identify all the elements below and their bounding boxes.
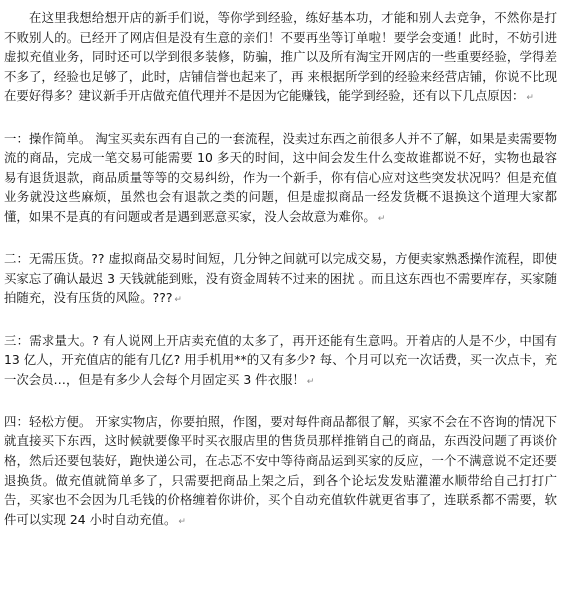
paragraph-text: 一：操作简单。 淘宝买卖东西有自己的一套流程，没卖过东西之前很多人并不了解，如果是卖需要物流的商品，完成一笔交易可能需要 10 多天的时间，这中间会发生什么变故谁都说不好，实物也最容易有退货退款，商品质量等等的交易纠纷，作为一个新手，你有信心应对这些突发状况吗？但是充值业务就没这些麻烦，虽然也会有退款之类的问题，但是虚拟商品一经发货概不退换这个道理大家都懂，如果不是真的有问题或者是遇到恶意买家，没人会故意为难你。: [4, 130, 557, 224]
point-four-paragraph: [4, 412, 557, 533]
paragraph-text: 三：需求量大。? 有人说网上开店卖充值的太多了，再开还能有生意吗。开着店的人是不少，中国有 13 亿人，开充值店的能有几亿? 用手机用**的又有多少? 每、个月可以充一次话费，买一次点卡，充一次会员…，但是有多少人会每个月固定买 3 件衣服！: [4, 332, 557, 387]
blank-line: [4, 109, 557, 129]
paragraph-mark-icon: ↵: [306, 376, 315, 387]
point-one-paragraph: [4, 129, 557, 230]
paragraph-text: 在这里我想给想开店的新手们说，等你学到经验，练好基本功，才能和别人去竞争，不然你是打不败别人的。已经开了网店但是没有生意的亲们！不要再坐等订单啦！要学会变通！此时，不妨引进虚拟充值业务，同时还可以学到很多装修，防骗，推广以及所有淘宝开网店的一些重要经验，学得差不多了，经验也足够了，此时，店铺信誉也起来了，再 来根据所学到的经验来经营店铺，你说不比现在要好得多？建议新手开店做充值代理并不是因为它能赚钱，能学到经验，还有以下几点原因：: [4, 10, 557, 104]
paragraph-mark-icon: ↵: [178, 516, 186, 527]
intro-paragraph: [4, 8, 557, 109]
paragraph-text: 二：无需压货。?? 虚拟商品交易时间短，几分钟之间就可以完成交易，方便卖家熟悉操作流程，即使买家忘了确认最迟 3 天钱就能到账，没有资金周转不过来的困扰 。而且这东西也不需要库存，买家随拍随充，没有压货的风险。???: [4, 251, 557, 306]
blank-line: [4, 230, 557, 250]
blank-line: [4, 392, 557, 412]
point-two-paragraph: [4, 249, 557, 311]
paragraph-mark-icon: ↵: [526, 93, 534, 104]
paragraph-mark-icon: ↵: [377, 213, 386, 224]
blank-line: [4, 311, 557, 331]
document-body: [4, 8, 557, 532]
point-three-paragraph: [4, 331, 557, 393]
paragraph-mark-icon: ↵: [174, 295, 182, 306]
paragraph-text: 四：轻松方便。 开家实物店，你要拍照，作图，要对每件商品都很了解，买家不会在不咨询的情况下就直接买下东西，这时候就要像平时买衣服店里的售货员那样推销自己的商品，东西没问题了再谈价格，然后还要包装好，跑快递公司，在忐忑不安中等待商品运到买家的反应，一个不满意说不定还要退换货。做充值就简单多了，只需要把商品上架之后，到各个论坛发发贴灌灌水顺带给自己打打广告，买家也不会因为几毛钱的价格缠着你讲价，买个自动充值软件就更省事了，连联系都不需要，软件可以实现 24 小时自动充值。: [4, 413, 557, 527]
